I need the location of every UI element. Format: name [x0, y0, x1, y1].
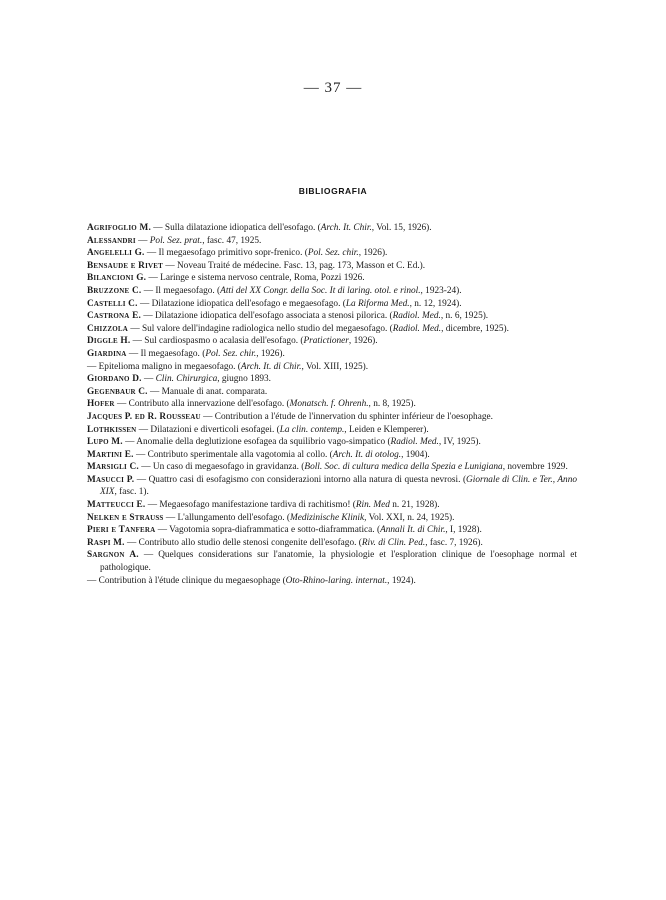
entry-author: Giordano D. — [87, 374, 142, 385]
entry-text: — Anomalie della deglutizione esofagea da squilibrio vago-simpatico ( — [122, 437, 391, 448]
entry-text: , 1926). — [256, 348, 285, 359]
entry-text: , fasc. 1). — [114, 487, 149, 498]
entry-text: , Leiden e Klemperer). — [344, 424, 429, 435]
entry-text: n. 21, 1928). — [389, 500, 440, 511]
bibliography-entry — [87, 285, 577, 298]
bibliography-entry — [87, 461, 577, 474]
entry-journal: La clin. contemp. — [279, 424, 345, 435]
entry-text: — Epitelioma maligno in megaesofago. ( — [87, 361, 241, 372]
entry-author: Bilancioni G. — [87, 273, 147, 284]
entry-text: , fasc. 7, 1926). — [425, 537, 483, 548]
bibliography-entry — [87, 348, 577, 361]
bibliography-entry — [87, 361, 577, 374]
entry-author: Castrona E. — [87, 311, 141, 322]
bibliography-entry — [87, 260, 577, 273]
entry-text: — — [141, 374, 156, 385]
entry-text: — Vagotomia sopra-diaframmatica e sotto-diaframmatica. ( — [155, 525, 381, 536]
entry-author: Hofer — [87, 399, 115, 410]
bibliography-entry — [87, 575, 577, 588]
entry-author: Angelelli G. — [87, 248, 145, 259]
bibliography-entry — [87, 247, 577, 260]
entry-text: — Il megaesofago. ( — [141, 285, 221, 296]
entry-text: , n. 6, 1925). — [440, 311, 489, 322]
entry-text: , 1924). — [387, 575, 416, 586]
bibliography-entry — [87, 373, 577, 386]
entry-journal: Medizinische Klinik — [290, 512, 365, 523]
entry-journal: Radiol. Med. — [392, 323, 442, 334]
entry-text: — Quelques considerations sur l'anatomie, la physiologie et l'esploration clinique de l'oesophage normal et pathologique. — [100, 550, 577, 574]
entry-text: — — [135, 235, 150, 246]
entry-author: Pieri e Tanfera — [87, 525, 156, 536]
bibliography-entry — [87, 323, 577, 336]
entry-text: — Contribution a l'étude de l'innervation du sphinter inférieur de l'oesophage. — [200, 411, 493, 422]
entry-author: Giardina — [87, 348, 127, 359]
entry-journal: Pratictioner — [303, 336, 349, 347]
entry-journal: Oto-Rhino-laring. internat. — [285, 575, 388, 586]
entry-journal: Giornale di Clin. e Ter., Anno XIX — [100, 474, 577, 498]
entry-text: , 1926). — [348, 336, 378, 347]
entry-author: Gegenbaur C. — [87, 386, 148, 397]
entry-text: — Laringe e sistema nervoso centrale, Roma, Pozzi 1926. — [146, 273, 365, 284]
entry-journal: Arch. It. di otolog. — [332, 449, 402, 460]
entry-author: Sargnon A. — [87, 550, 139, 561]
entry-text: , I, 1928). — [445, 525, 482, 536]
bibliography-entry — [87, 386, 577, 399]
entry-text: , 1904). — [401, 449, 430, 460]
bibliography-entry — [87, 272, 577, 285]
entry-author: Bensaude e Rivet — [87, 260, 164, 271]
entry-author: Lupo M. — [87, 437, 123, 448]
entry-text: — Dilatazioni e diverticoli esofagei. ( — [136, 424, 280, 435]
entry-journal: Radiol. Med. — [392, 311, 441, 322]
bibliography-entry — [87, 474, 577, 499]
entry-text: , novembre 1929. — [502, 462, 568, 473]
entry-author: Raspi M. — [87, 537, 125, 548]
entry-journal: Rin. Med — [355, 500, 390, 511]
entry-author: Martini E. — [87, 449, 134, 460]
entry-author: Jacques P. ed R. Rousseau — [87, 411, 201, 422]
entry-text: , 1923-24). — [420, 285, 462, 296]
entry-journal: Pol. Sez. chir. — [307, 248, 359, 259]
bibliography-entry — [87, 298, 577, 311]
entry-text: , fasc. 47, 1925. — [202, 235, 262, 246]
entry-author: Masucci P. — [87, 474, 135, 485]
entry-text: , 1926). — [358, 248, 388, 259]
bibliography-entry — [87, 398, 577, 411]
entry-journal: Arch. It. Chir. — [320, 223, 372, 233]
entry-journal: Radiol. Med. — [390, 437, 439, 448]
entry-text: , dicembre, 1925). — [441, 323, 509, 334]
entry-text: — Manuale di anat. comparata. — [147, 386, 268, 397]
entry-text: , n. 8, 1925). — [368, 399, 416, 410]
bibliography-entry — [87, 222, 577, 235]
entry-text: — Contribution à l'étude clinique du megaesophage ( — [87, 575, 286, 586]
entry-author: Marsigli C. — [87, 462, 139, 473]
entry-text: — Contributo allo studio delle stenosi congenite dell'esofago. ( — [124, 537, 362, 548]
bibliography-entry — [87, 235, 577, 248]
entry-text: , n. 12, 1924). — [409, 298, 462, 309]
entry-author: Nelken e Strauss — [87, 512, 164, 523]
bibliography-entry — [87, 537, 577, 550]
entry-text: — Noveau Traité de médecine. Fasc. 13, pag. 173, Masson et C. Ed.). — [163, 260, 426, 271]
entry-text: — Sulla dilatazione idiopatica dell'esofago. ( — [150, 223, 321, 233]
bibliography-entry — [87, 411, 577, 424]
bibliography-list — [87, 222, 577, 587]
entry-text: — Megaesofago manifestazione tardiva di rachitismo! ( — [145, 500, 356, 511]
bibliography-entry — [87, 449, 577, 462]
entry-text: , IV, 1925). — [438, 437, 481, 448]
entry-text: — Un caso di megaesofago in gravidanza. ( — [138, 462, 305, 473]
entry-text: — Dilatazione idiopatica dell'esofago associata a stenosi pilorica. ( — [141, 311, 393, 322]
bibliography-entry — [87, 424, 577, 437]
entry-text: — Dilatazione idiopatica dell'esofago e megaesofago. ( — [137, 298, 346, 309]
entry-author: Alessandri — [87, 235, 136, 246]
entry-author: Bruzzone C. — [87, 285, 142, 296]
bibliography-entry — [87, 549, 577, 574]
bibliography-entry — [87, 335, 577, 348]
entry-text: — L'allungamento dell'esofago. ( — [163, 512, 291, 523]
entry-text: , giugno 1893. — [217, 374, 271, 385]
bibliography-entry — [87, 499, 577, 512]
entry-journal: Arch. It. di Chir. — [240, 361, 302, 372]
entry-text: , Vol. XIII, 1925). — [301, 361, 369, 372]
entry-text: — Contributo sperimentale alla vagotomia al collo. ( — [133, 449, 333, 460]
entry-journal: Pol. Sez. prat. — [149, 235, 203, 246]
entry-journal: Annali It. di Chir. — [380, 525, 446, 536]
entry-text: , Vol. 15, 1926). — [371, 223, 432, 233]
entry-text: — Quattro casi di esofagismo con considerazioni intorno alla natura di questa nevrosi. ( — [134, 474, 467, 485]
entry-journal: Clin. Chirurgica — [155, 374, 218, 385]
entry-journal: Atti del XX Congr. della Soc. It di laring. otol. e rinol. — [220, 285, 421, 296]
entry-text: — Sul cardiospasmo o acalasia dell'esofago. ( — [130, 336, 304, 347]
section-title: BIBLIOGRAFIA — [298, 186, 368, 196]
entry-journal: Pol. Sez. chir. — [205, 348, 257, 359]
bibliography-entry — [87, 310, 577, 323]
entry-author: Chizzola — [87, 323, 128, 334]
bibliography-entry — [87, 524, 577, 537]
entry-author: Diggle H. — [87, 336, 131, 347]
entry-journal: Monatsch. f. Ohrenh. — [289, 399, 369, 410]
entry-text: — Sul valore dell'indagine radiologica nello studio del megaesofago. ( — [128, 323, 393, 334]
entry-text: — Contributo alla innervazione dell'esofago. ( — [114, 399, 290, 410]
entry-author: Agrifoglio M. — [87, 223, 151, 233]
entry-author: Castelli C. — [87, 298, 138, 309]
entry-journal: Riv. di Clin. Ped. — [361, 537, 426, 548]
entry-text: , Vol. XXI, n. 24, 1925). — [364, 512, 455, 523]
bibliography-entry — [87, 436, 577, 449]
entry-journal: La Riforma Med. — [345, 298, 410, 309]
entry-journal: Boll. Soc. di cultura medica della Spezia e Lunigiana — [304, 462, 503, 473]
bibliography-entry — [87, 512, 577, 525]
entry-author: Matteucci E. — [87, 500, 146, 511]
entry-text: — Il megaesofago primitivo sopr-frenico. ( — [144, 248, 308, 259]
entry-text: — Il megaesofago. ( — [126, 348, 206, 359]
entry-author: Lothkissen — [87, 424, 137, 435]
page-number: — 37 — — [303, 80, 363, 96]
